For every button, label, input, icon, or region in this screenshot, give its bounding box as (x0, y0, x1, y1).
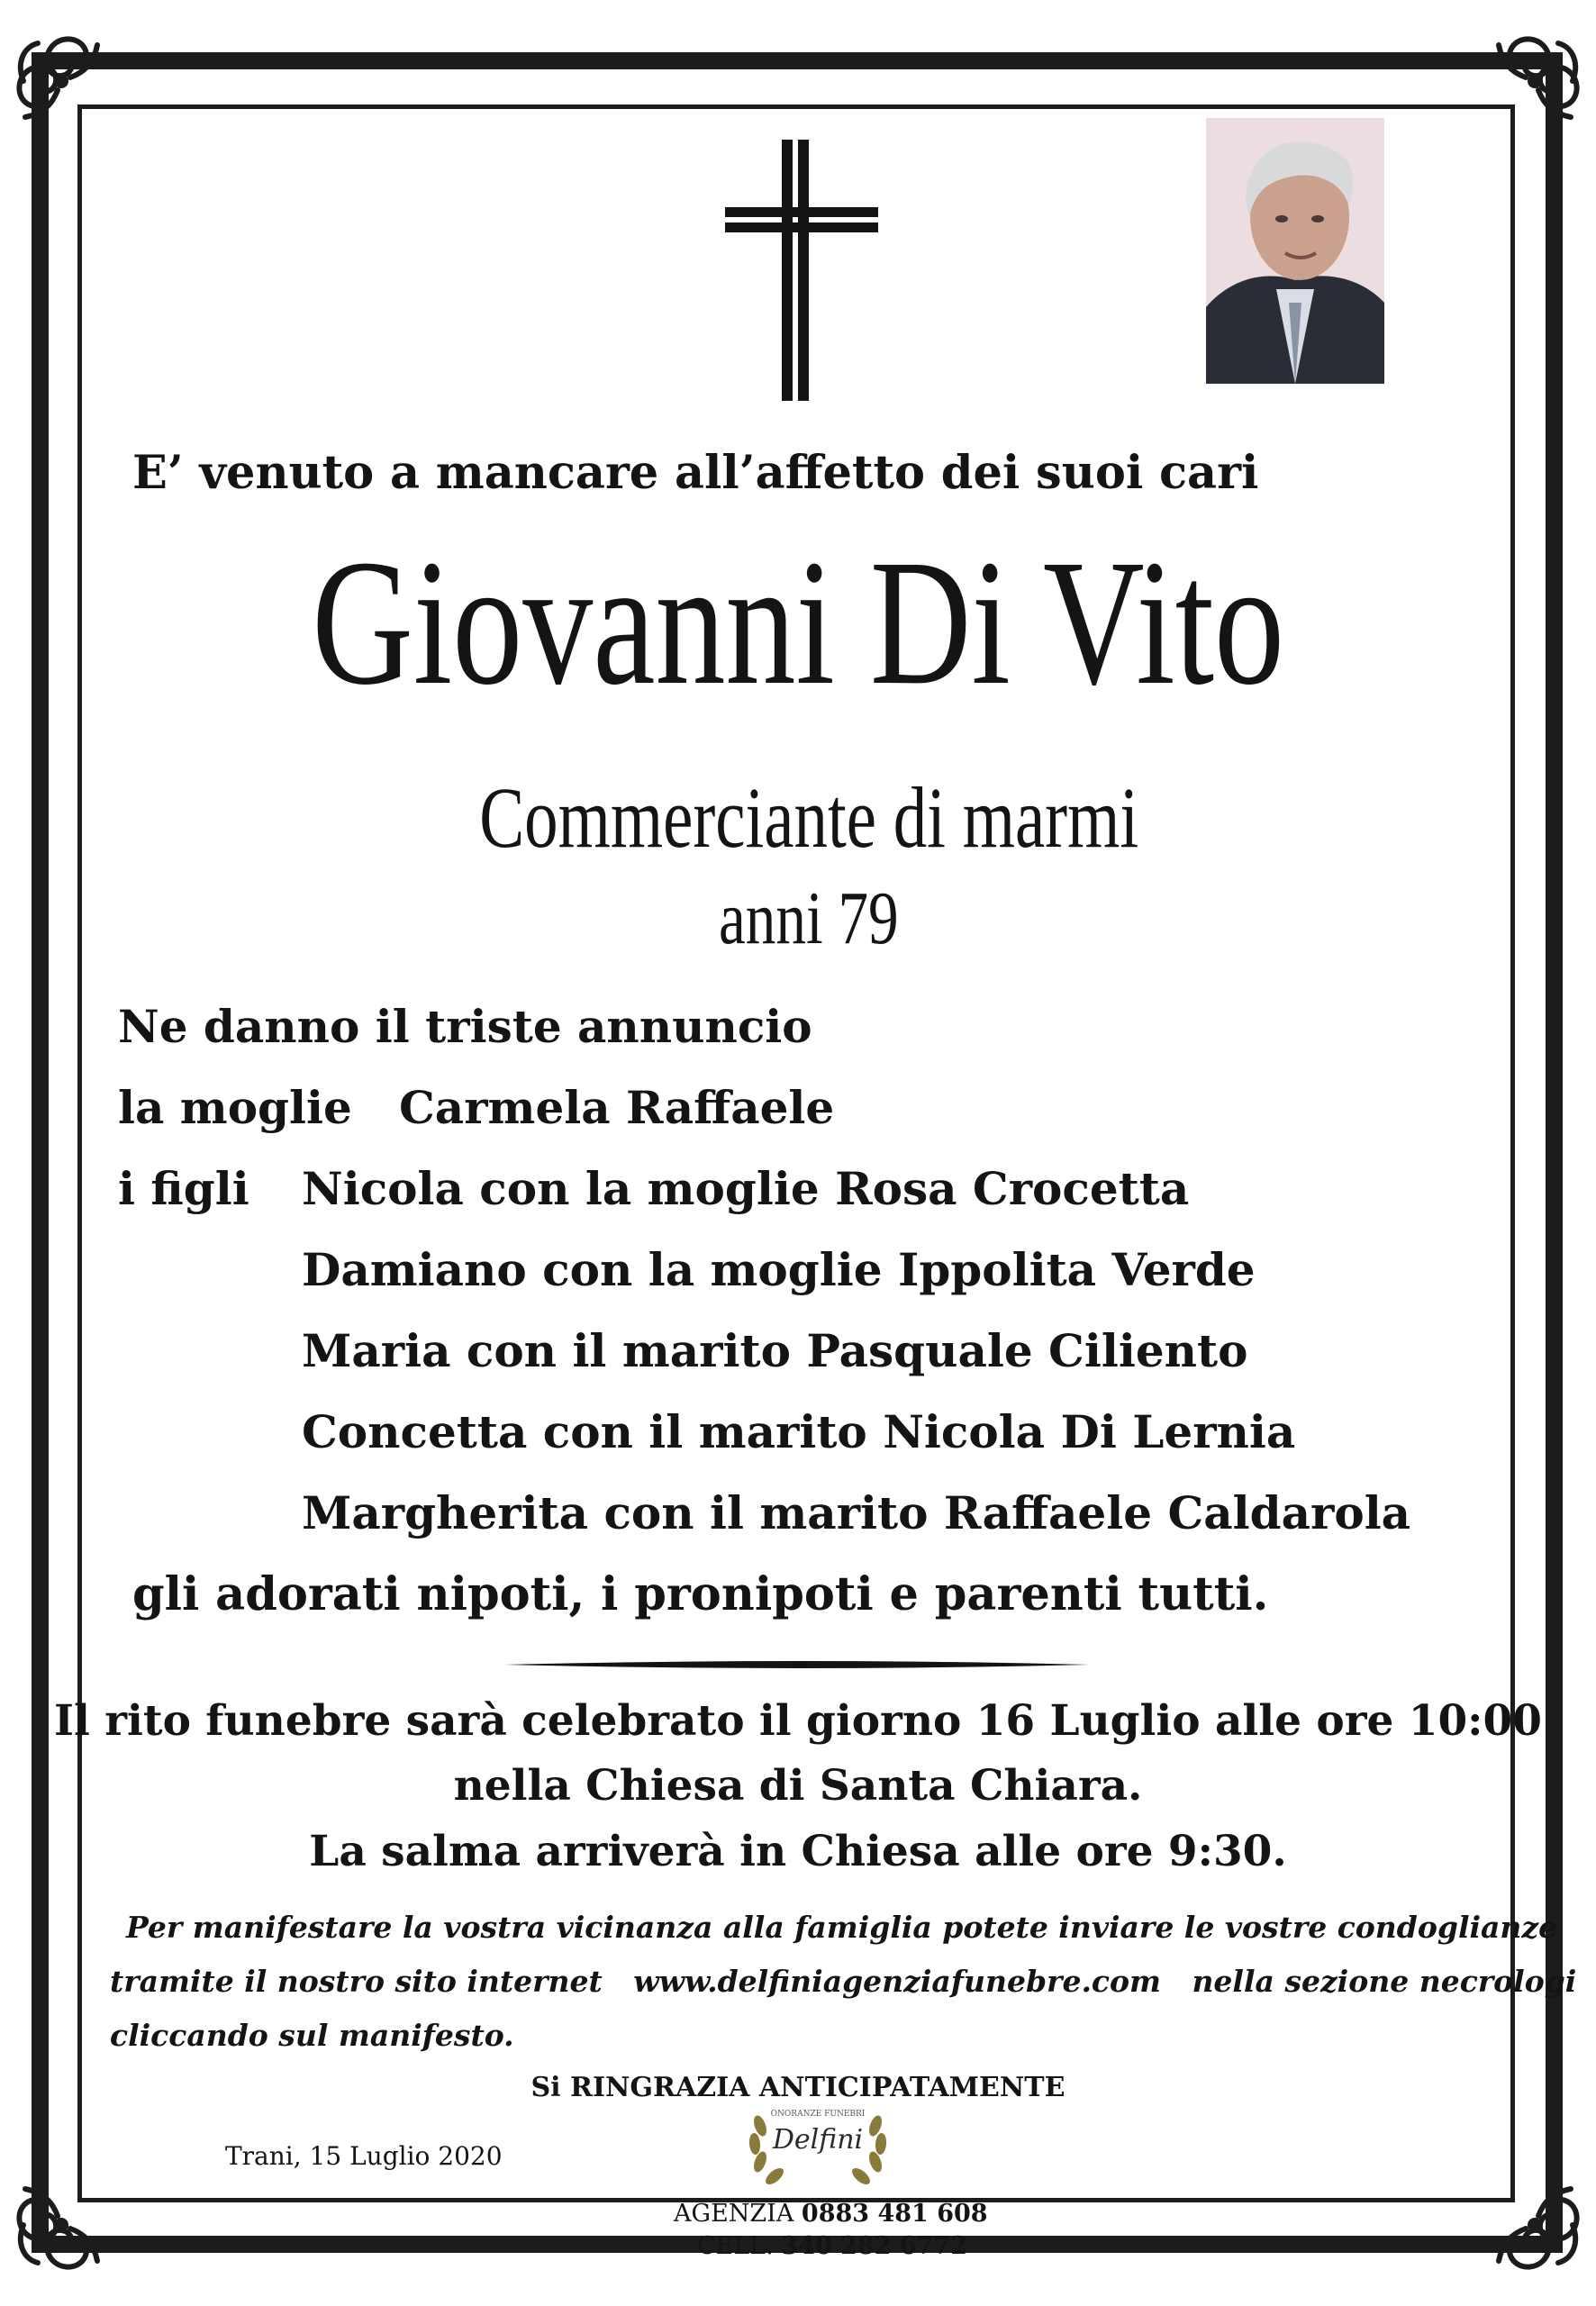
cell-phone[interactable]: 340 282 6772 (781, 2232, 968, 2260)
mourners-closing: gli adorati nipoti, i pronipoti e parenti tutti. (132, 1567, 1269, 1621)
mourners-intro: Ne danno il triste annuncio (118, 1000, 812, 1053)
profession-block (11, 769, 1596, 866)
deceased-name-block (0, 523, 1596, 722)
children-label: i figli (118, 1162, 249, 1215)
child-line: Maria con il marito Pasquale Ciliento (302, 1324, 1248, 1377)
website-link[interactable]: www.delfiniagenziafunebre.com (633, 1964, 1161, 1999)
corner-ornament-bottom-right (1483, 2173, 1589, 2279)
funeral-line-3: La salma arriverà in Chiesa alle ore 9:30. (309, 1827, 1287, 1876)
child-line: Nicola con la moglie Rosa Crocetta (302, 1162, 1190, 1215)
intro-text: E’ venuto a mancare all’affetto dei suoi cari (132, 446, 1259, 500)
logo-name: Delfini (772, 2124, 864, 2156)
inner-frame (77, 104, 1515, 2202)
portrait-photo (1206, 118, 1384, 384)
deceased-name: Giovanni Di Vito (312, 523, 1284, 722)
divider (504, 1656, 1090, 1674)
wife-label: la moglie (118, 1081, 352, 1134)
thanks-text: Si RINGRAZIA ANTICIPATAMENTE (530, 2072, 1066, 2103)
child-line: Concetta con il marito Nicola Di Lernia (302, 1405, 1296, 1458)
logo-small-text: ONORANZE FUNEBRI (770, 2110, 866, 2119)
agency-phone[interactable]: 0883 481 608 (801, 2200, 988, 2228)
cell-label: CELL. (697, 2232, 774, 2260)
condolences-line-2-a: tramite il nostro sito internet (110, 1964, 603, 1999)
condolences-line-2-b: nella sezione necrologi (1192, 1964, 1577, 1999)
cross-icon (721, 135, 883, 405)
child-line: Margherita con il marito Raffaele Caldarola (302, 1486, 1411, 1539)
corner-ornament-bottom-left (7, 2173, 113, 2279)
agency-phone-line (674, 2200, 988, 2228)
age: anni 79 (719, 876, 899, 960)
agency-logo (737, 2099, 899, 2189)
funeral-line-2: nella Chiesa di Santa Chiara. (453, 1761, 1143, 1811)
condolences-line-1: Per manifestare la vostra vicinanza alla famiglia potete inviare le vostre condoglianze (126, 1910, 1558, 1945)
age-block (11, 876, 1596, 960)
profession: Commerciante di marmi (479, 769, 1138, 866)
place-date: Trani, 15 Luglio 2020 (225, 2141, 503, 2171)
corner-ornament-top-right (1483, 27, 1589, 133)
funeral-line-1: Il rito funebre sarà celebrato il giorno 16 Luglio alle ore 10:00 (54, 1696, 1542, 1746)
wife-name: Carmela Raffaele (399, 1081, 835, 1134)
condolences-line-2 (110, 1964, 1576, 1999)
agency-label: AGENZIA (674, 2200, 794, 2228)
cell-phone-line (697, 2232, 967, 2260)
child-line: Damiano con la moglie Ippolita Verde (302, 1243, 1256, 1296)
condolences-line-3: cliccando sul manifesto. (110, 2018, 514, 2053)
corner-ornament-top-left (7, 27, 113, 133)
